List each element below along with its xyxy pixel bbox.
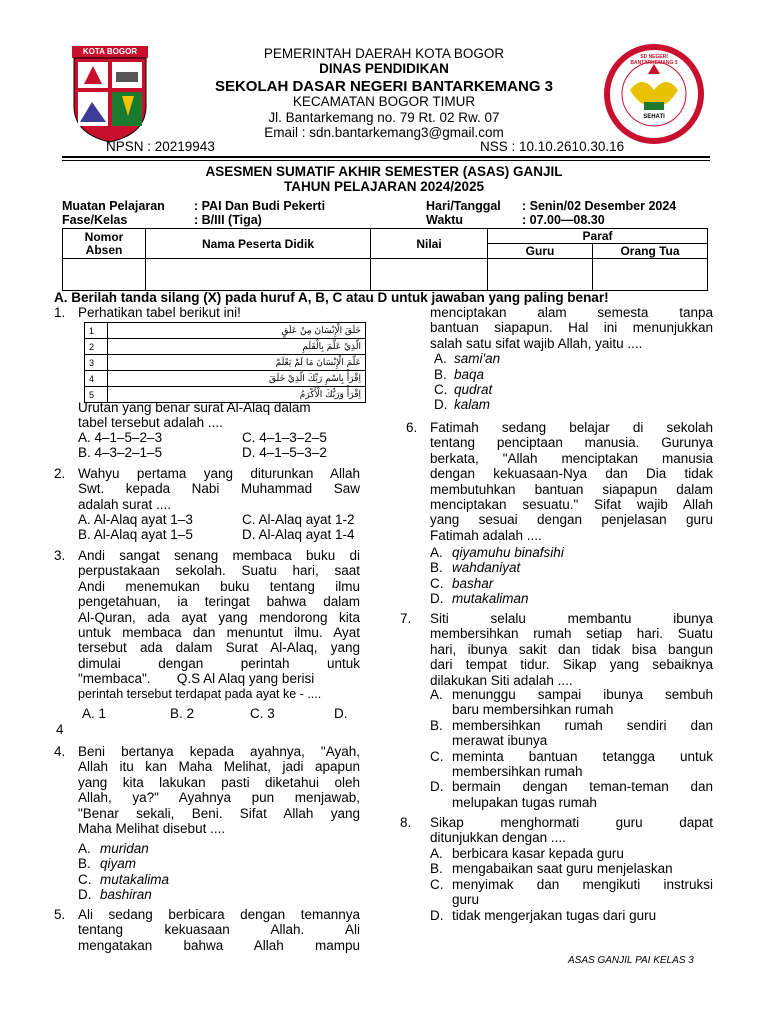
q3-line: perintah tersebut terdapat pada ayat ke - .... <box>78 686 322 701</box>
identity-table <box>62 228 708 291</box>
q1-option-b[interactable]: B. 4–3–2–1–5 <box>78 445 163 460</box>
option-text: tidak mengerjakan tugas dari guru <box>452 907 657 923</box>
q1-after-2: tabel tersebut adalah .... <box>78 415 223 430</box>
q5-text-right <box>430 305 713 413</box>
q3-line: pengetahuan, ia teringat bahwa dalam <box>78 594 360 610</box>
option-letter: B. <box>78 856 91 872</box>
option-text: bashiran <box>100 887 152 903</box>
q2-option-a[interactable]: A. Al-Alaq ayat 1–3 <box>78 512 193 527</box>
q3-line: untuk membaca dan menuntut ilmu. Ayat <box>78 625 360 641</box>
q4-line: Beni bertanya kepada ayahnya, "Ayah, <box>78 744 360 759</box>
option-letter: B. <box>430 861 443 877</box>
paraf-guru-cell[interactable] <box>488 259 593 291</box>
q8-options <box>430 846 713 923</box>
q3-line: Al-Quran, ada ayat yang mendorong kita <box>78 609 360 625</box>
option-letter: C. <box>430 575 444 591</box>
option-text: qudrat <box>454 382 493 398</box>
option-text: mutakaliman <box>452 591 529 607</box>
nomor-absen-cell[interactable] <box>63 259 146 291</box>
q4-option-d[interactable] <box>78 887 360 902</box>
q5-option-b[interactable] <box>434 367 713 382</box>
q7-line: dilakukan Siti adalah .... <box>430 672 573 688</box>
q7-option-d[interactable] <box>430 779 713 810</box>
email: Email : sdn.bantarkemang3@gmail.com <box>264 125 504 140</box>
row-number: 5 <box>85 387 108 403</box>
q2-option-c[interactable]: C. Al-Alaq ayat 1-2 <box>242 512 355 527</box>
q4-option-b[interactable] <box>78 856 360 871</box>
q6-text <box>430 420 713 543</box>
option-text: sami'an <box>454 351 501 367</box>
q7-text <box>430 611 713 688</box>
option-line: merawat ibunya <box>452 733 548 749</box>
q5-line: salah satu sifat wajib Allah, yaitu .... <box>430 335 643 351</box>
q5-option-c[interactable] <box>434 382 713 397</box>
q3-line: Andi sangat senang membaca buku di <box>78 548 360 563</box>
option-letter: C. <box>430 748 444 764</box>
nilai-header: Nilai <box>371 229 488 259</box>
option-text: muridan <box>100 841 149 856</box>
option-line: menunggu sampai ibunya sembuh <box>452 687 713 702</box>
arabic-row <box>85 323 366 339</box>
q3-option-a[interactable]: A. 1 <box>82 706 107 721</box>
header-rule <box>62 156 710 161</box>
option-line: melupakan tugas rumah <box>452 794 597 810</box>
muatan-value: : PAI Dan Budi Pekerti <box>194 199 326 213</box>
q6-option-a[interactable] <box>430 545 713 560</box>
q6-options <box>430 545 713 607</box>
row-number: 4 <box>85 371 108 387</box>
arabic-verse: عَلَّمَ الْإِنْسَانَ مَا لَمْ يَعْلَمْ <box>108 355 366 371</box>
q6-line: menciptakan sesuatu." Sifat wajib Allah <box>430 497 713 513</box>
option-letter: A. <box>430 545 443 560</box>
q3-line: perpustakaan sekolah. Suatu hari, saat <box>78 563 360 579</box>
option-text: qiyam <box>100 856 137 872</box>
nama-header: Nama Peserta Didik <box>146 229 371 259</box>
option-text <box>452 687 713 718</box>
q5-line: tentang kekuasaan Allah. Ali <box>78 922 360 938</box>
option-letter: D. <box>430 907 444 923</box>
nama-cell[interactable] <box>146 259 371 291</box>
q5-line: Ali sedang berbicara dengan temannya <box>78 907 360 922</box>
q3-line: tersebut ada dalam Surat Al-Alaq, yang <box>78 640 360 656</box>
q4-line: yang kita lakukan pasti diketahui oleh <box>78 774 360 790</box>
q1-option-c[interactable]: C. 4–1–3–2–5 <box>242 430 327 445</box>
q6-option-c[interactable] <box>430 576 713 591</box>
kota-bogor-label: KOTA BOGOR <box>82 47 138 56</box>
q6-option-d[interactable] <box>430 591 713 606</box>
q1-arabic-table <box>84 322 366 403</box>
arabic-row <box>85 339 366 355</box>
q3-line: dimulai dengan perintah untuk <box>78 655 360 671</box>
paraf-ortu-cell[interactable] <box>593 259 708 291</box>
q6-line: dengan kekuasaan-Nya dan Dia tidak <box>430 466 713 482</box>
q7-line: hari, ibunya sakit dan tidak bisa bangun <box>430 641 713 657</box>
ortu-header: Orang Tua <box>593 244 708 259</box>
q8-line: Sikap menghormati guru dapat <box>430 815 713 830</box>
q7-number: 7. <box>400 611 412 626</box>
nomor-label: Nomor <box>84 229 124 244</box>
paraf-header: Paraf <box>488 229 708 244</box>
option-letter: D. <box>430 779 444 795</box>
option-letter: D. <box>434 397 448 413</box>
dept-name: DINAS PENDIDIKAN <box>319 61 449 76</box>
address: Jl. Bantarkemang no. 79 Rt. 02 Rw. 07 <box>268 110 500 125</box>
option-text: kalam <box>454 397 491 413</box>
school-logo-sub: SEHATI <box>643 114 665 120</box>
q2-option-b[interactable]: B. Al-Alaq ayat 1–5 <box>78 527 193 542</box>
q7-options <box>430 687 713 810</box>
arabic-verse: خَلَقَ الْإِنْسَانَ مِنْ عَلَقٍ <box>108 323 366 339</box>
option-letter: A. <box>78 841 91 856</box>
q5-line: mengatakan bahwa Allah mampu <box>78 937 360 953</box>
q6-line: tentang penciptaan manusia. Gurunya <box>430 435 713 451</box>
q3-option-c[interactable]: C. 3 <box>250 706 275 721</box>
q6-number: 6. <box>406 420 418 435</box>
option-text <box>452 749 713 780</box>
option-text: mutakalima <box>100 871 170 887</box>
q5-number: 5. <box>54 907 66 922</box>
q2-line: Swt. kepada Nabi Muhammad Saw <box>78 481 360 497</box>
q4-line: Allah itu kan Maha Melihat, jadi apapun <box>78 759 360 775</box>
q1-after-1: Urutan yang benar surat Al-Alaq dalam <box>78 400 311 415</box>
option-letter: C. <box>78 871 92 887</box>
nss: NSS : 10.10.2610.30.16 <box>480 139 625 154</box>
arabic-verse: اِقْرَأْ بِاسْمِ رَبِّكَ الَّذِيْ خَلَقَ <box>108 371 366 387</box>
option-letter: A. <box>430 687 443 702</box>
nomor-absen-header <box>63 229 146 259</box>
option-letter: D. <box>430 591 444 607</box>
nilai-cell[interactable] <box>371 259 488 291</box>
option-text: baqa <box>454 366 485 382</box>
absen-label: Absen <box>85 242 123 257</box>
waktu-value: : 07.00—08.30 <box>522 213 605 227</box>
option-text: berbicara kasar kepada guru <box>452 846 624 861</box>
option-text: mengabaikan saat guru menjelaskan <box>452 861 673 877</box>
exam-year: TAHUN PELAJARAN 2024/2025 <box>283 179 485 194</box>
q4-option-c[interactable] <box>78 872 360 887</box>
q3-option-d-value: 4 <box>56 722 64 737</box>
option-letter: A. <box>430 846 443 861</box>
option-line: menyimak dan mengikuti instruksi <box>452 876 713 892</box>
q8-option-a[interactable] <box>430 846 713 861</box>
q2-text <box>78 466 360 512</box>
row-number: 1 <box>85 323 108 339</box>
arabic-row <box>85 371 366 387</box>
q4-option-a[interactable] <box>78 841 360 856</box>
q5-text-left <box>78 907 360 953</box>
row-number: 2 <box>85 339 108 355</box>
option-text: qiyamuhu binafsihi <box>452 545 564 560</box>
q8-number: 8. <box>400 815 412 830</box>
school-name: SEKOLAH DASAR NEGERI BANTARKEMANG 3 <box>214 78 554 95</box>
q4-options <box>78 841 360 903</box>
q7-line: dari tempat tidur. Sikap yang sebaiknya <box>430 657 713 673</box>
q4-number: 4. <box>54 744 66 759</box>
option-letter: A. <box>434 351 447 367</box>
fase-value: : B/III (Tiga) <box>194 213 262 227</box>
q3-option-b[interactable]: B. 2 <box>170 706 195 721</box>
guru-header: Guru <box>488 244 593 259</box>
q2-number: 2. <box>54 466 66 481</box>
q6-line: berkata, "Allah menciptakan manusia <box>430 450 713 466</box>
q1-number: 1. <box>54 305 66 320</box>
q2-option-d[interactable]: D. Al-Alaq ayat 1-4 <box>242 527 355 542</box>
instruction: A. Berilah tanda silang (X) pada huruf A, B, C atau D untuk jawaban yang paling benar! <box>54 290 609 305</box>
q7-line: Siti selalu membantu ibunya <box>430 611 713 626</box>
muatan-label: Muatan Pelajaran <box>62 199 165 213</box>
option-text: wahdaniyat <box>452 560 521 576</box>
option-letter: B. <box>434 366 447 382</box>
option-line: membersihkan rumah sendiri dan <box>452 717 713 733</box>
q3-number: 3. <box>54 548 66 563</box>
q8-text <box>430 815 713 846</box>
q7-option-c[interactable] <box>430 749 713 780</box>
q6-line: Fatimah sedang belajar di sekolah <box>430 420 713 435</box>
q8-option-d[interactable] <box>430 908 713 923</box>
option-text <box>452 718 713 749</box>
q2-line: adalah surat .... <box>78 496 172 512</box>
q7-option-a[interactable] <box>430 687 713 718</box>
q1-option-d[interactable]: D. 4–1–5–3–2 <box>242 445 327 460</box>
q1-text: Perhatikan tabel berikut ini! <box>78 305 241 320</box>
school-logo-ring-text: SD NEGERI BANTARKEMANG 3 <box>630 54 678 66</box>
q5-option-a[interactable] <box>434 351 713 366</box>
option-line: bermain dengan teman-teman dan <box>452 779 713 795</box>
q6-line: membutuhkan bantuan siapapun dalam <box>430 481 713 497</box>
option-letter: C. <box>430 876 444 892</box>
q4-text <box>78 744 360 836</box>
q5-option-d[interactable] <box>434 397 713 412</box>
q6-option-b[interactable] <box>430 560 713 575</box>
option-line: meminta bantuan tetangga untuk <box>452 748 713 764</box>
arabic-verse: اِقْرَأْ وَرَبُّكَ الْأَكْرَمُ <box>108 387 366 403</box>
arabic-verse: الَّذِيْ عَلَّمَ بِالْقَلَمِ <box>108 339 366 355</box>
q3-text <box>78 548 360 702</box>
q8-line: ditunjukkan dengan .... <box>430 830 566 846</box>
q7-option-b[interactable] <box>430 718 713 749</box>
option-line: baru membersihkan rumah <box>452 702 614 718</box>
q4-line: Maha Melihat disebut .... <box>78 821 226 837</box>
option-line: membersihkan rumah <box>452 764 583 780</box>
q1-option-a[interactable]: A. 4–1–5–2–3 <box>78 430 163 445</box>
option-letter: D. <box>78 887 92 903</box>
q6-line: yang sesuai dengan penjelasan guru <box>430 512 713 528</box>
q8-option-c[interactable] <box>430 877 713 908</box>
option-line: guru <box>452 892 480 908</box>
q5-line: bantuan siapapun. Hal ini menunjukkan <box>430 320 713 336</box>
q3-line: "membaca". Q.S Al Alaq yang berisi <box>78 671 315 687</box>
option-text <box>452 877 713 908</box>
row-number: 3 <box>85 355 108 371</box>
q2-line: Wahyu pertama yang diturunkan Allah <box>78 466 360 481</box>
gov-name: PEMERINTAH DAERAH KOTA BOGOR <box>263 46 505 61</box>
exam-title: ASESMEN SUMATIF AKHIR SEMESTER (ASAS) GANJIL <box>205 164 563 179</box>
q4-line: "Benar sekali, Beni. Sifat Allah yang <box>78 805 360 821</box>
q3-option-d[interactable]: D. <box>334 706 348 721</box>
waktu-label: Waktu <box>426 213 464 227</box>
option-letter: B. <box>430 560 443 576</box>
q7-line: membersihkan rumah setiap hari. Suatu <box>430 626 713 642</box>
npsn: NPSN : 20219943 <box>106 139 215 154</box>
option-text: bashar <box>452 575 494 591</box>
q3-line: Andi menemukan buku tentang ilmu <box>78 578 360 594</box>
hari-value: : Senin/02 Desember 2024 <box>522 199 677 213</box>
q6-line: Fatimah adalah .... <box>430 527 542 543</box>
hari-label: Hari/Tanggal <box>426 199 501 213</box>
district: KECAMATAN BOGOR TIMUR <box>292 94 476 109</box>
q4-line: Allah, ya?" Ayahnya pun menjawab, <box>78 790 360 806</box>
option-text <box>452 779 713 810</box>
option-letter: B. <box>430 717 443 733</box>
arabic-row <box>85 355 366 371</box>
fase-label: Fase/Kelas <box>62 213 128 227</box>
option-letter: C. <box>434 382 448 398</box>
q8-option-b[interactable] <box>430 861 713 876</box>
q5-line: menciptakan alam semesta tanpa <box>430 305 713 320</box>
footer-label: ASAS GANJIL PAI KELAS 3 <box>568 955 694 966</box>
